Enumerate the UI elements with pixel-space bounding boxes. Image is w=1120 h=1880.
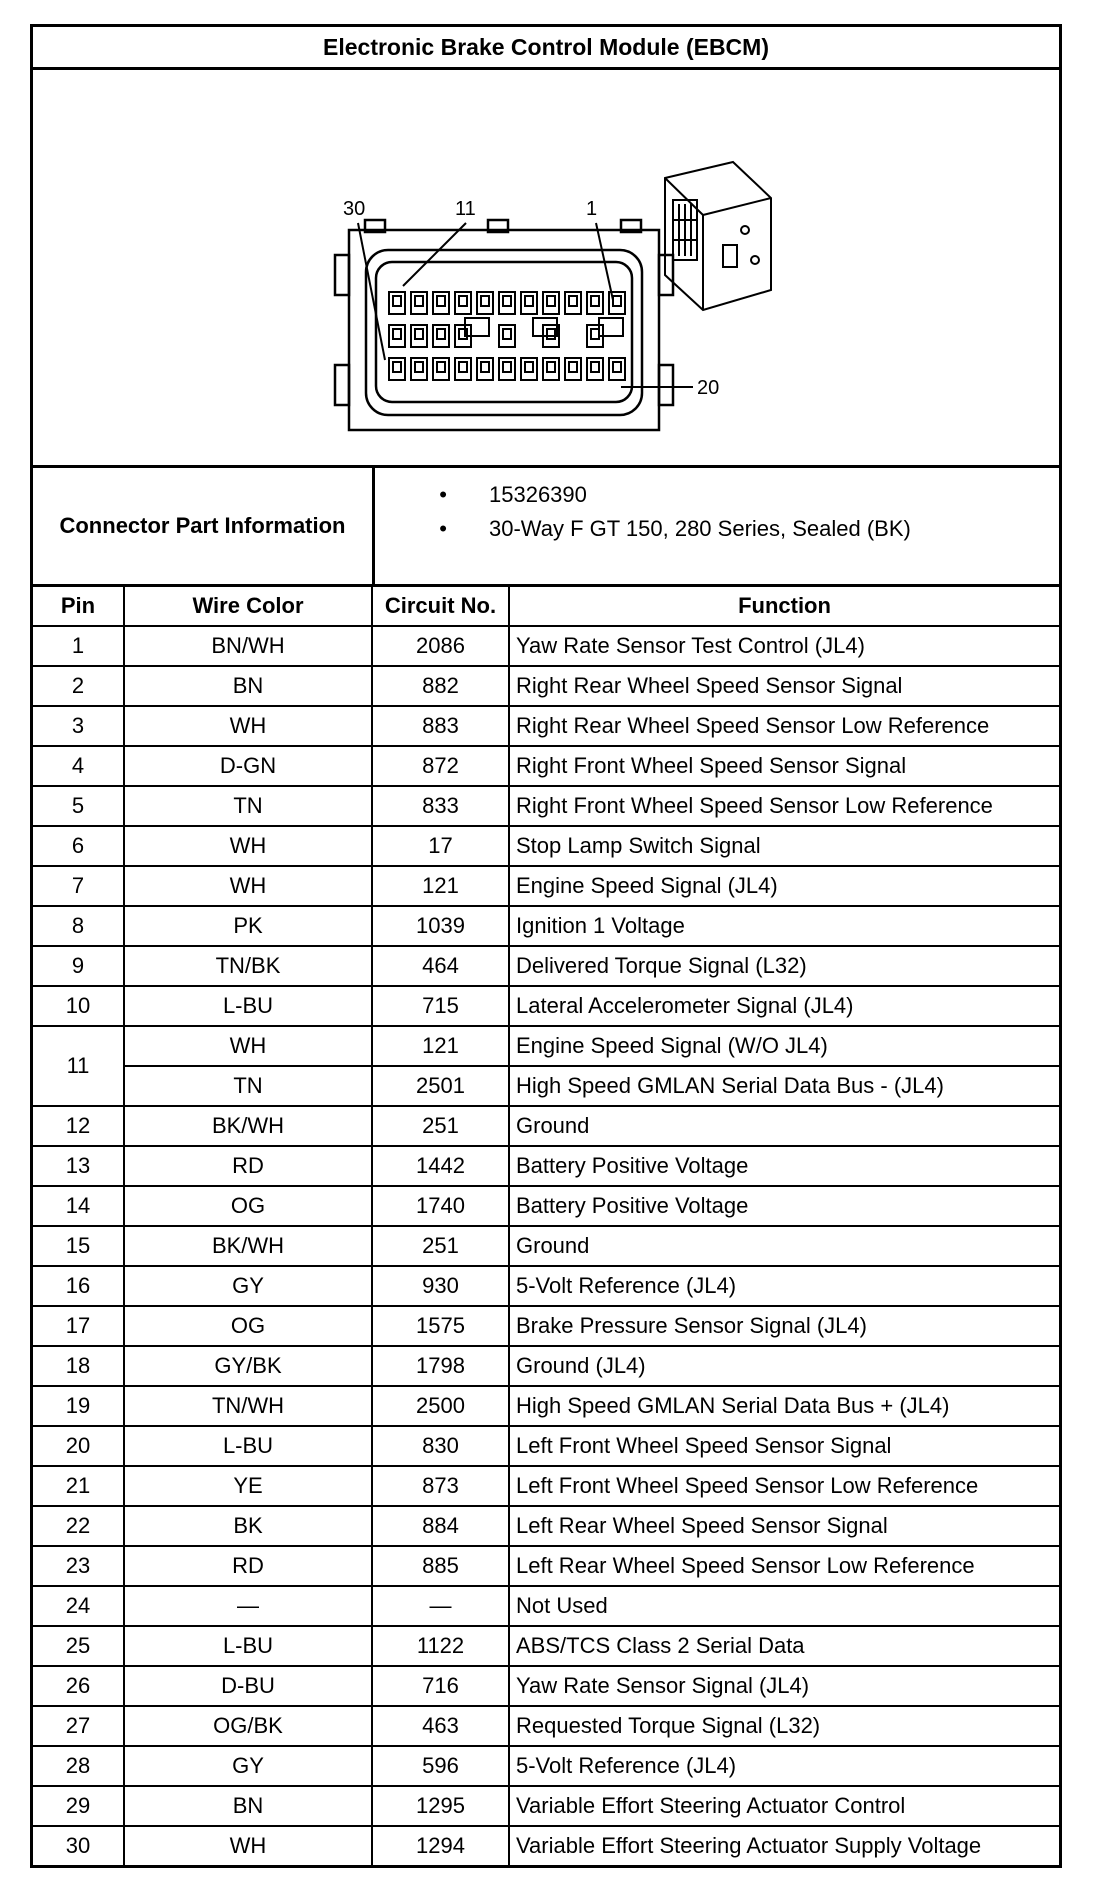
wire-color-cell: WH xyxy=(124,866,372,906)
pin-cell: 25 xyxy=(33,1626,124,1666)
connector-terminal xyxy=(503,362,511,372)
function-cell: Ground xyxy=(509,1106,1059,1146)
wire-color-cell: BN xyxy=(124,1786,372,1826)
wire-color-cell: — xyxy=(124,1586,372,1626)
function-cell: Yaw Rate Sensor Signal (JL4) xyxy=(509,1666,1059,1706)
connector-key xyxy=(533,318,557,336)
table-row xyxy=(33,1306,1059,1346)
circuit-cell: 1039 xyxy=(372,906,509,946)
pin-cell: 14 xyxy=(33,1186,124,1226)
pinout-table xyxy=(33,587,1059,1865)
circuit-cell: 1740 xyxy=(372,1186,509,1226)
wire-color-cell: OG xyxy=(124,1186,372,1226)
pin-cell: 28 xyxy=(33,1746,124,1786)
connector-terminal xyxy=(415,362,423,372)
pin-cell: 2 xyxy=(33,666,124,706)
function-cell: 5-Volt Reference (JL4) xyxy=(509,1266,1059,1306)
pin-cell: 19 xyxy=(33,1386,124,1426)
function-cell: Battery Positive Voltage xyxy=(509,1186,1059,1226)
connector-terminal xyxy=(525,296,533,306)
connector-terminal xyxy=(591,296,599,306)
page-title: Electronic Brake Control Module (EBCM) xyxy=(33,27,1059,70)
table-row xyxy=(33,666,1059,706)
table-row xyxy=(33,1746,1059,1786)
header-function: Function xyxy=(509,587,1059,626)
wire-color-cell: L-BU xyxy=(124,986,372,1026)
circuit-cell: 2086 xyxy=(372,626,509,666)
table-row xyxy=(33,706,1059,746)
pin-cell: 24 xyxy=(33,1586,124,1626)
connector-part-item xyxy=(375,478,1059,512)
bullet-icon: • xyxy=(439,516,447,541)
connector-terminal xyxy=(393,296,401,306)
pin-cell: 11 xyxy=(33,1026,124,1106)
function-cell: Engine Speed Signal (JL4) xyxy=(509,866,1059,906)
table-row xyxy=(33,1626,1059,1666)
pin-cell: 15 xyxy=(33,1226,124,1266)
wire-color-cell: TN xyxy=(124,1066,372,1106)
connector-terminal xyxy=(525,362,533,372)
connector-terminal xyxy=(613,296,621,306)
function-cell: Not Used xyxy=(509,1586,1059,1626)
function-cell: Ground (JL4) xyxy=(509,1346,1059,1386)
function-cell: Battery Positive Voltage xyxy=(509,1146,1059,1186)
table-row xyxy=(33,1266,1059,1306)
connector-part-information xyxy=(33,468,1059,587)
connector-terminal xyxy=(503,296,511,306)
wire-color-cell: BK xyxy=(124,1506,372,1546)
pinout-sheet xyxy=(30,24,1062,1868)
circuit-cell: 251 xyxy=(372,1226,509,1266)
circuit-cell: 2500 xyxy=(372,1386,509,1426)
function-cell: Right Rear Wheel Speed Sensor Low Reference xyxy=(509,706,1059,746)
pin-cell: 30 xyxy=(33,1826,124,1865)
table-header-row xyxy=(33,587,1059,626)
header-pin: Pin xyxy=(33,587,124,626)
connector-terminal xyxy=(415,296,423,306)
function-cell: Yaw Rate Sensor Test Control (JL4) xyxy=(509,626,1059,666)
circuit-cell: 1442 xyxy=(372,1146,509,1186)
connector-part-item xyxy=(375,512,1059,546)
pin-cell: 6 xyxy=(33,826,124,866)
pin-cell: 9 xyxy=(33,946,124,986)
table-row xyxy=(33,1386,1059,1426)
pin-cell: 1 xyxy=(33,626,124,666)
table-row xyxy=(33,1826,1059,1865)
bullet-icon: • xyxy=(439,482,447,507)
pin-cell: 12 xyxy=(33,1106,124,1146)
table-row xyxy=(33,1586,1059,1626)
function-cell: Ignition 1 Voltage xyxy=(509,906,1059,946)
wire-color-cell: TN xyxy=(124,786,372,826)
table-row xyxy=(33,1146,1059,1186)
connector-terminal xyxy=(415,329,423,339)
table-row xyxy=(33,826,1059,866)
pin-cell: 16 xyxy=(33,1266,124,1306)
wire-color-cell: D-BU xyxy=(124,1666,372,1706)
table-row xyxy=(33,1106,1059,1146)
wire-color-cell: PK xyxy=(124,906,372,946)
table-row xyxy=(33,1066,1059,1106)
pinout-table-body xyxy=(33,626,1059,1865)
table-row xyxy=(33,1426,1059,1466)
wire-color-cell: D-GN xyxy=(124,746,372,786)
connector-terminal xyxy=(503,329,511,339)
pin-cell: 8 xyxy=(33,906,124,946)
connector-terminal xyxy=(547,329,555,339)
table-row xyxy=(33,946,1059,986)
wire-color-cell: BK/WH xyxy=(124,1226,372,1266)
connector-terminal xyxy=(481,362,489,372)
table-row xyxy=(33,1546,1059,1586)
circuit-cell: — xyxy=(372,1586,509,1626)
circuit-cell: 830 xyxy=(372,1426,509,1466)
table-row xyxy=(33,866,1059,906)
wire-color-cell: WH xyxy=(124,706,372,746)
function-cell: Variable Effort Steering Actuator Supply Voltage xyxy=(509,1826,1059,1865)
table-row xyxy=(33,786,1059,826)
pin-cell: 18 xyxy=(33,1346,124,1386)
wire-color-cell: RD xyxy=(124,1146,372,1186)
wire-color-cell: TN/BK xyxy=(124,946,372,986)
table-row xyxy=(33,1706,1059,1746)
connector-part-number: 15326390 xyxy=(489,482,587,507)
table-row xyxy=(33,1186,1059,1226)
circuit-cell: 1122 xyxy=(372,1626,509,1666)
circuit-cell: 833 xyxy=(372,786,509,826)
connector-terminal xyxy=(613,362,621,372)
wire-color-cell: GY xyxy=(124,1266,372,1306)
table-row xyxy=(33,1506,1059,1546)
connector-terminal xyxy=(547,362,555,372)
wire-color-cell: BK/WH xyxy=(124,1106,372,1146)
table-row xyxy=(33,1666,1059,1706)
label-pin-1: 1 xyxy=(586,198,598,220)
pin-cell: 4 xyxy=(33,746,124,786)
circuit-cell: 716 xyxy=(372,1666,509,1706)
wire-color-cell: WH xyxy=(124,1026,372,1066)
connector-terminal xyxy=(591,329,599,339)
pin-cell: 26 xyxy=(33,1666,124,1706)
function-cell: High Speed GMLAN Serial Data Bus - (JL4) xyxy=(509,1066,1059,1106)
circuit-cell: 463 xyxy=(372,1706,509,1746)
pin-cell: 10 xyxy=(33,986,124,1026)
connector-part-list xyxy=(375,468,1059,584)
connector-diagram xyxy=(33,70,1059,468)
function-cell: Right Front Wheel Speed Sensor Low Reference xyxy=(509,786,1059,826)
function-cell: Left Front Wheel Speed Sensor Low Reference xyxy=(509,1466,1059,1506)
pin-cell: 21 xyxy=(33,1466,124,1506)
circuit-cell: 872 xyxy=(372,746,509,786)
circuit-cell: 883 xyxy=(372,706,509,746)
circuit-cell: 884 xyxy=(372,1506,509,1546)
wire-color-cell: L-BU xyxy=(124,1626,372,1666)
wire-color-cell: OG/BK xyxy=(124,1706,372,1746)
table-row xyxy=(33,906,1059,946)
table-row xyxy=(33,1466,1059,1506)
connector-terminal xyxy=(437,296,445,306)
connector-terminal xyxy=(459,362,467,372)
function-cell: Right Front Wheel Speed Sensor Signal xyxy=(509,746,1059,786)
table-row xyxy=(33,1346,1059,1386)
connector-terminal xyxy=(481,296,489,306)
pin-cell: 3 xyxy=(33,706,124,746)
pin-cell: 13 xyxy=(33,1146,124,1186)
connector-terminal xyxy=(547,296,555,306)
wire-color-cell: BN/WH xyxy=(124,626,372,666)
function-cell: Delivered Torque Signal (L32) xyxy=(509,946,1059,986)
circuit-cell: 121 xyxy=(372,866,509,906)
connector-description: 30-Way F GT 150, 280 Series, Sealed (BK) xyxy=(489,516,911,541)
wire-color-cell: WH xyxy=(124,826,372,866)
circuit-cell: 2501 xyxy=(372,1066,509,1106)
wire-color-cell: L-BU xyxy=(124,1426,372,1466)
wire-color-cell: YE xyxy=(124,1466,372,1506)
function-cell: Left Front Wheel Speed Sensor Signal xyxy=(509,1426,1059,1466)
label-pin-20: 20 xyxy=(697,377,720,399)
connector-key xyxy=(465,318,489,336)
circuit-cell: 1295 xyxy=(372,1786,509,1826)
table-row xyxy=(33,746,1059,786)
connector-terminal xyxy=(459,296,467,306)
function-cell: High Speed GMLAN Serial Data Bus + (JL4) xyxy=(509,1386,1059,1426)
pin-cell: 17 xyxy=(33,1306,124,1346)
circuit-cell: 1798 xyxy=(372,1346,509,1386)
circuit-cell: 596 xyxy=(372,1746,509,1786)
circuit-cell: 1294 xyxy=(372,1826,509,1865)
circuit-cell: 885 xyxy=(372,1546,509,1586)
connector-terminal xyxy=(393,362,401,372)
function-cell: Left Rear Wheel Speed Sensor Low Reference xyxy=(509,1546,1059,1586)
function-cell: Variable Effort Steering Actuator Control xyxy=(509,1786,1059,1826)
circuit-cell: 882 xyxy=(372,666,509,706)
circuit-cell: 17 xyxy=(372,826,509,866)
circuit-cell: 930 xyxy=(372,1266,509,1306)
wire-color-cell: RD xyxy=(124,1546,372,1586)
connector-terminal xyxy=(393,329,401,339)
wire-color-cell: GY xyxy=(124,1746,372,1786)
connector-face-drawing xyxy=(33,70,1059,465)
connector-terminal xyxy=(591,362,599,372)
connector-terminal xyxy=(437,329,445,339)
circuit-cell: 873 xyxy=(372,1466,509,1506)
pin-cell: 20 xyxy=(33,1426,124,1466)
function-cell: Engine Speed Signal (W/O JL4) xyxy=(509,1026,1059,1066)
header-circuit-no: Circuit No. xyxy=(372,587,509,626)
function-cell: Right Rear Wheel Speed Sensor Signal xyxy=(509,666,1059,706)
wire-color-cell: GY/BK xyxy=(124,1346,372,1386)
pin-cell: 23 xyxy=(33,1546,124,1586)
connector-part-label: Connector Part Information xyxy=(33,468,375,584)
function-cell: Ground xyxy=(509,1226,1059,1266)
wire-color-cell: BN xyxy=(124,666,372,706)
connector-terminal xyxy=(437,362,445,372)
pin-cell: 5 xyxy=(33,786,124,826)
table-row xyxy=(33,626,1059,666)
function-cell: Brake Pressure Sensor Signal (JL4) xyxy=(509,1306,1059,1346)
pin-cell: 27 xyxy=(33,1706,124,1746)
label-pin-11: 11 xyxy=(455,198,476,220)
function-cell: Left Rear Wheel Speed Sensor Signal xyxy=(509,1506,1059,1546)
table-row xyxy=(33,1786,1059,1826)
table-row xyxy=(33,986,1059,1026)
table-row xyxy=(33,1026,1059,1066)
connector-terminal xyxy=(569,296,577,306)
wire-color-cell: WH xyxy=(124,1826,372,1865)
circuit-cell: 464 xyxy=(372,946,509,986)
function-cell: ABS/TCS Class 2 Serial Data xyxy=(509,1626,1059,1666)
circuit-cell: 715 xyxy=(372,986,509,1026)
function-cell: 5-Volt Reference (JL4) xyxy=(509,1746,1059,1786)
circuit-cell: 121 xyxy=(372,1026,509,1066)
wire-color-cell: TN/WH xyxy=(124,1386,372,1426)
function-cell: Requested Torque Signal (L32) xyxy=(509,1706,1059,1746)
circuit-cell: 251 xyxy=(372,1106,509,1146)
header-wire-color: Wire Color xyxy=(124,587,372,626)
pin-cell: 7 xyxy=(33,866,124,906)
circuit-cell: 1575 xyxy=(372,1306,509,1346)
connector-terminal xyxy=(569,362,577,372)
pin-cell: 29 xyxy=(33,1786,124,1826)
table-row xyxy=(33,1226,1059,1266)
function-cell: Lateral Accelerometer Signal (JL4) xyxy=(509,986,1059,1026)
function-cell: Stop Lamp Switch Signal xyxy=(509,826,1059,866)
wire-color-cell: OG xyxy=(124,1306,372,1346)
connector-3d-icon xyxy=(665,162,771,310)
pin-cell: 22 xyxy=(33,1506,124,1546)
label-pin-30: 30 xyxy=(343,198,366,220)
